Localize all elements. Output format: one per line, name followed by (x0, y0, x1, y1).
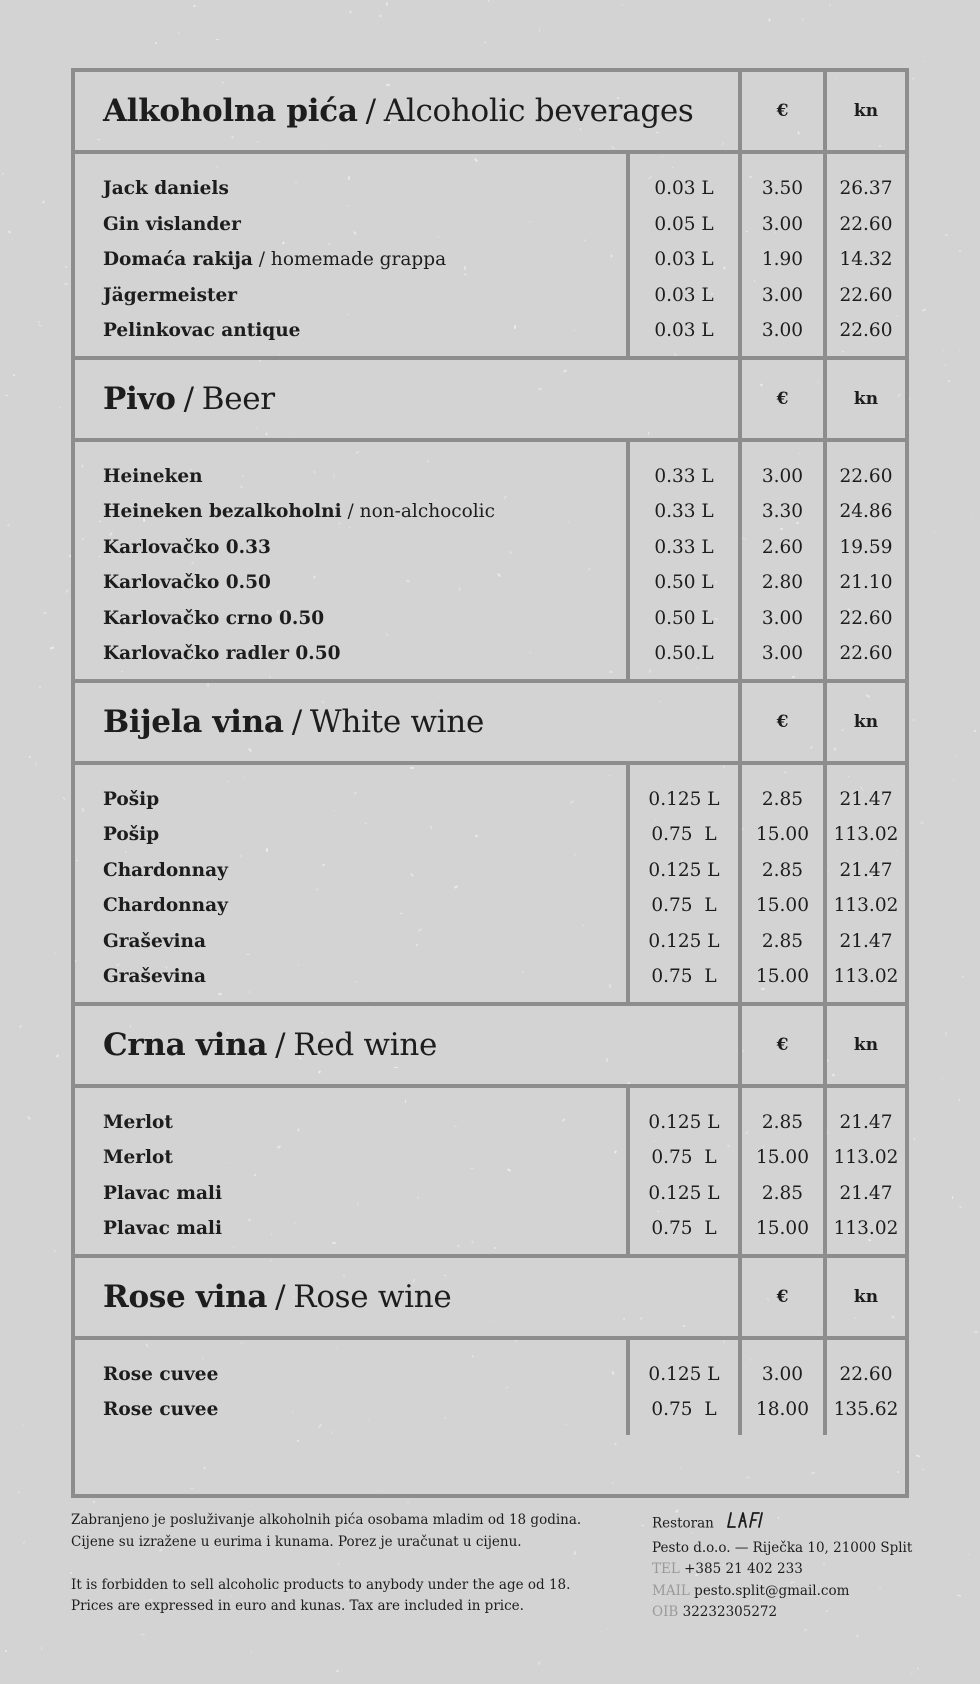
paper-speck (41, 1647, 43, 1650)
paper-speck (177, 31, 180, 34)
paper-speck (959, 1205, 963, 1208)
item-price-kuna: 21.10 (839, 572, 893, 593)
item-volume: 0.125 L (648, 930, 720, 952)
item-name-text: Karlovačko crno 0.50 (103, 607, 325, 629)
notice-en-prices: Prices are expressed in euro and kunas. Tax are included in price. (71, 1598, 524, 1614)
item-price-kuna: 21.47 (839, 859, 893, 881)
paper-speck (27, 1116, 31, 1120)
item-kuna-price-column (823, 442, 905, 679)
paper-speck (914, 1291, 915, 1292)
item-price-kuna: 22.60 (839, 284, 893, 306)
paper-speck (38, 324, 42, 327)
section-items (75, 442, 905, 683)
notice-hr-age: Zabranjeno je posluživanje alkoholnih pića osobama mladim od 18 godina. (71, 1512, 582, 1528)
item-price-kuna: 113.02 (833, 1147, 899, 1168)
paper-speck (43, 612, 47, 615)
item-name-text: Heineken bezalkoholni (103, 501, 342, 522)
item-volume: 0.03 L (654, 284, 714, 306)
item-name (103, 959, 626, 995)
item-name (103, 888, 626, 924)
paper-speck (65, 266, 67, 268)
item-name-text: Graševina (103, 966, 206, 987)
item-name-text: Graševina (103, 930, 206, 952)
item-price-euro: 15.00 (756, 895, 809, 916)
paper-speck (42, 200, 45, 204)
paper-speck (962, 975, 964, 977)
section-title (75, 1006, 738, 1084)
paper-speck (944, 364, 946, 366)
item-name (103, 313, 626, 349)
section-title-english: Rose wine (293, 1278, 452, 1315)
item-name (103, 1357, 626, 1393)
item-euro-price-column (738, 1340, 823, 1435)
paper-speck (934, 531, 935, 532)
item-volume: 0.33 L (654, 465, 714, 487)
paper-speck (63, 796, 66, 800)
paper-speck (957, 1595, 961, 1597)
item-name-text: Karlovačko 0.33 (103, 536, 271, 558)
item-price-kuna: 113.02 (833, 1218, 899, 1239)
item-name-column (75, 765, 626, 1002)
item-price-kuna: 22.60 (839, 643, 893, 664)
item-price-euro: 3.30 (761, 501, 804, 522)
item-price-euro: 15.00 (756, 1147, 809, 1168)
item-name-column (75, 442, 626, 679)
section-header (75, 72, 905, 154)
item-name-text: Rose cuvee (103, 1363, 219, 1385)
paper-speck (5, 1650, 8, 1653)
item-euro-price-column (738, 154, 823, 356)
item-name (103, 207, 626, 243)
paper-speck (155, 42, 158, 45)
paper-speck (916, 1454, 920, 1457)
paper-speck (600, 1631, 602, 1633)
section-header (75, 683, 905, 765)
paper-speck (959, 350, 960, 351)
phone-line (652, 1559, 932, 1581)
paper-speck (911, 1671, 913, 1673)
item-volume: 0.03 L (654, 178, 714, 199)
item-price-euro: 2.85 (761, 930, 804, 952)
section-items (75, 154, 905, 360)
section-title-english: White wine (309, 703, 485, 740)
item-euro-price-column (738, 1088, 823, 1254)
item-volume: 0.125 L (648, 1363, 720, 1385)
item-name (103, 1176, 626, 1212)
item-name (103, 601, 626, 637)
item-volume: 0.50 L (654, 572, 714, 593)
item-name-text: Karlovačko 0.50 (103, 572, 271, 593)
section-title-croatian: Crna vina (103, 1026, 268, 1063)
item-name (103, 853, 626, 889)
paper-speck (141, 1634, 145, 1635)
email-line (652, 1581, 932, 1603)
item-name (103, 242, 626, 278)
paper-speck (753, 1642, 754, 1643)
section-header (75, 1006, 905, 1088)
section-items (75, 1088, 905, 1258)
euro-column-header: € (738, 1006, 823, 1084)
item-name-column (75, 1088, 626, 1254)
item-volume: 0.03 L (654, 320, 714, 341)
item-name (103, 278, 626, 314)
item-name (103, 459, 626, 495)
item-price-euro: 3.00 (761, 284, 804, 306)
item-volume-column (626, 442, 738, 679)
title-separator: / (183, 380, 194, 417)
paper-speck (2, 173, 5, 176)
paper-speck (621, 63, 622, 64)
paper-speck (621, 4, 623, 6)
paper-speck (65, 589, 69, 593)
paper-speck (7, 523, 11, 526)
item-price-kuna: 26.37 (839, 178, 893, 199)
item-kuna-price-column (823, 1088, 905, 1254)
item-name-text: Merlot (103, 1111, 173, 1133)
paper-speck (914, 1138, 916, 1140)
section-title-english: Red wine (293, 1026, 438, 1063)
phone-label: TEL (652, 1561, 680, 1577)
company-address: Pesto d.o.o. — Riječka 10, 21000 Split (652, 1539, 913, 1556)
paper-speck (484, 41, 486, 43)
item-price-euro: 3.00 (761, 213, 804, 235)
paper-speck (5, 395, 8, 396)
paper-speck (59, 406, 61, 408)
paper-speck (216, 39, 219, 40)
restaurant-logo (726, 1510, 764, 1538)
paper-speck (487, 0, 489, 2)
paper-speck (56, 1054, 59, 1058)
item-price-kuna: 22.60 (839, 607, 893, 629)
oib-line (652, 1602, 932, 1624)
item-volume: 0.33 L (654, 501, 714, 522)
item-name-text: Plavac mali (103, 1182, 222, 1204)
paper-speck (50, 646, 54, 649)
drinks-menu-table (71, 68, 909, 1498)
item-volume: 0.75 L (651, 824, 717, 845)
item-name-text: Heineken (103, 465, 203, 487)
item-price-euro: 3.00 (761, 1363, 804, 1385)
item-price-kuna: 113.02 (833, 895, 899, 916)
paper-speck (974, 1331, 978, 1334)
legal-notice (71, 1510, 631, 1618)
paper-speck (93, 1501, 95, 1503)
paper-speck (641, 1525, 644, 1526)
item-volume: 0.05 L (654, 213, 714, 235)
paper-speck (917, 1667, 919, 1669)
paper-speck (607, 1628, 608, 1629)
title-separator: / (275, 1278, 286, 1315)
item-volume: 0.33 L (654, 536, 714, 558)
paper-speck (971, 516, 972, 517)
item-name-text: Pelinkovac antique (103, 320, 301, 341)
section-title-croatian: Rose vina (103, 1278, 268, 1315)
item-volume-column (626, 1088, 738, 1254)
item-name-text: Karlovačko radler 0.50 (103, 643, 341, 664)
paper-speck (912, 77, 914, 79)
paper-speck (945, 234, 948, 237)
item-price-euro: 3.50 (761, 178, 804, 199)
item-price-kuna: 21.47 (839, 1111, 893, 1133)
item-name (103, 636, 626, 672)
menu-section (75, 360, 905, 683)
item-name (103, 817, 626, 853)
paper-speck (300, 35, 301, 36)
item-volume: 0.125 L (648, 1111, 720, 1133)
item-volume: 0.75 L (651, 1218, 717, 1239)
item-name-text: Gin vislander (103, 213, 241, 235)
paper-speck (959, 250, 961, 252)
paper-speck (924, 60, 925, 62)
phone-number: +385 21 402 233 (684, 1561, 803, 1577)
paper-speck (583, 1674, 585, 1675)
item-price-kuna: 22.60 (839, 465, 893, 487)
section-title-croatian: Pivo (103, 380, 176, 417)
paper-speck (29, 756, 32, 759)
item-kuna-price-column (823, 1340, 905, 1435)
item-name-english: / homemade grappa (252, 249, 447, 270)
menu-section (75, 683, 905, 1006)
item-price-euro: 2.60 (761, 536, 804, 558)
menu-section (75, 1006, 905, 1258)
menu-section (75, 72, 905, 360)
item-name-text: Pošip (103, 788, 160, 810)
paper-speck (945, 1031, 946, 1035)
item-kuna-price-column (823, 765, 905, 1002)
paper-speck (193, 5, 196, 8)
item-name-text: Jägermeister (103, 284, 238, 306)
oib-number: 32232305272 (682, 1604, 778, 1620)
kuna-column-header: kn (823, 1258, 905, 1336)
item-price-euro: 2.85 (761, 859, 804, 881)
item-name-text: Merlot (103, 1147, 173, 1168)
item-euro-price-column (738, 442, 823, 679)
item-volume: 0.75 L (651, 895, 717, 916)
euro-column-header: € (738, 360, 823, 438)
item-name (103, 530, 626, 566)
paper-speck (920, 821, 924, 825)
menu-section (75, 1258, 905, 1435)
item-price-euro: 18.00 (756, 1399, 809, 1420)
item-price-kuna: 21.47 (839, 1182, 893, 1204)
item-price-kuna: 113.02 (833, 824, 899, 845)
item-price-euro: 15.00 (756, 824, 809, 845)
paper-speck (968, 1553, 970, 1555)
paper-speck (13, 374, 16, 377)
contact-info (652, 1510, 932, 1624)
item-volume: 0.03 L (654, 249, 714, 270)
section-title (75, 72, 738, 150)
item-price-euro: 3.00 (761, 465, 804, 487)
paper-speck (802, 18, 803, 20)
item-price-euro: 15.00 (756, 1218, 809, 1239)
paper-speck (38, 321, 41, 324)
paper-speck (856, 1634, 859, 1638)
paper-speck (8, 230, 12, 233)
paper-speck (829, 4, 832, 7)
item-volume: 0.125 L (648, 859, 720, 881)
section-title-croatian: Alkoholna pića (103, 93, 358, 129)
paper-speck (379, 15, 382, 17)
section-title-english: Beer (201, 380, 275, 417)
item-name-column (75, 154, 626, 356)
item-price-euro: 3.00 (761, 607, 804, 629)
section-items (75, 1340, 905, 1435)
item-name-text: Pošip (103, 824, 160, 845)
euro-column-header: € (738, 72, 823, 150)
paper-speck (18, 1491, 20, 1493)
paper-speck (952, 1196, 953, 1199)
paper-speck (538, 1661, 541, 1665)
item-price-euro: 15.00 (756, 966, 809, 987)
paper-speck (54, 1250, 56, 1252)
item-name-english: / non-alchocolic (341, 501, 495, 522)
paper-speck (804, 1629, 808, 1632)
item-price-kuna: 135.62 (833, 1399, 899, 1420)
item-price-kuna: 24.86 (839, 501, 893, 522)
restaurant-label: Restoran (652, 1515, 714, 1532)
item-volume-column (626, 154, 738, 356)
item-price-kuna: 21.47 (839, 788, 893, 810)
item-name (103, 494, 626, 530)
title-separator: / (291, 703, 302, 740)
item-volume-column (626, 1340, 738, 1435)
restaurant-line (652, 1510, 932, 1538)
item-price-kuna: 22.60 (839, 1363, 893, 1385)
paper-speck (22, 1424, 24, 1426)
paper-speck (768, 18, 771, 22)
item-volume: 0.75 L (651, 966, 717, 987)
item-price-kuna: 14.32 (839, 249, 893, 270)
section-title (75, 1258, 738, 1336)
paper-speck (942, 1078, 943, 1079)
item-name-text: Chardonnay (103, 859, 228, 881)
kuna-column-header: kn (823, 1006, 905, 1084)
notice-en-age: It is forbidden to sell alcoholic products to anybody under the age od 18. (71, 1576, 571, 1593)
section-title-english: Alcoholic beverages (383, 93, 694, 129)
paper-speck (385, 2, 389, 6)
paper-speck (955, 756, 956, 757)
item-price-euro: 2.85 (761, 1111, 804, 1133)
paper-speck (64, 283, 68, 286)
kuna-column-header: kn (823, 683, 905, 761)
email-label: MAIL (652, 1582, 690, 1599)
paper-speck (336, 1670, 339, 1673)
item-name (103, 565, 626, 601)
paper-speck (942, 349, 944, 351)
restaurant-logo-mark (726, 1510, 764, 1530)
item-name (103, 1211, 626, 1247)
item-price-euro: 2.80 (761, 572, 804, 593)
paper-speck (921, 1468, 925, 1471)
item-price-kuna: 21.47 (839, 930, 893, 952)
item-price-kuna: 113.02 (833, 966, 899, 987)
item-price-kuna: 22.60 (839, 213, 893, 235)
notice-hr-prices: Cijene su izražene u eurima i kunama. Porez je uračunat u cijenu. (71, 1533, 522, 1550)
item-euro-price-column (738, 765, 823, 1002)
paper-speck (35, 761, 37, 765)
paper-speck (39, 686, 41, 688)
paper-speck (922, 308, 926, 312)
paper-speck (948, 380, 951, 383)
item-volume: 0.50 L (654, 607, 714, 629)
section-header (75, 360, 905, 442)
title-separator: / (365, 93, 376, 129)
item-name-column (75, 1340, 626, 1435)
item-price-euro: 3.00 (761, 320, 804, 341)
title-separator: / (275, 1026, 286, 1063)
paper-speck (958, 1098, 960, 1101)
paper-speck (539, 29, 540, 32)
paper-speck (357, 8, 358, 9)
kuna-column-header: kn (823, 72, 905, 150)
section-header (75, 1258, 905, 1340)
item-name (103, 924, 626, 960)
item-name-text: Rose cuvee (103, 1399, 219, 1420)
item-price-euro: 2.85 (761, 1182, 804, 1204)
euro-column-header: € (738, 1258, 823, 1336)
email-address[interactable]: pesto.split@gmail.com (694, 1582, 850, 1599)
item-name (103, 171, 626, 207)
paper-speck (250, 1651, 251, 1653)
paper-speck (23, 1540, 26, 1544)
item-name (103, 782, 626, 818)
item-volume: 0.75 L (651, 1399, 717, 1420)
paper-speck (349, 10, 352, 14)
euro-column-header: € (738, 683, 823, 761)
paper-speck (54, 952, 56, 954)
oib-label: OIB (652, 1604, 679, 1620)
item-volume-column (626, 765, 738, 1002)
paper-speck (974, 730, 977, 733)
paper-speck (19, 1025, 22, 1028)
item-name-text: Plavac mali (103, 1218, 222, 1239)
item-volume: 0.50.L (654, 643, 714, 664)
item-name-text: Jack daniels (103, 178, 229, 199)
item-price-kuna: 22.60 (839, 320, 893, 341)
paper-speck (953, 779, 955, 781)
paper-speck (407, 1502, 408, 1504)
section-title-croatian: Bijela vina (103, 703, 284, 740)
item-name (103, 1105, 626, 1141)
kuna-column-header: kn (823, 360, 905, 438)
item-price-kuna: 19.59 (839, 536, 893, 558)
item-name (103, 1392, 626, 1428)
item-kuna-price-column (823, 154, 905, 356)
item-name-text: Chardonnay (103, 895, 228, 916)
item-price-euro: 3.00 (761, 643, 804, 664)
item-volume: 0.125 L (648, 788, 720, 810)
item-price-euro: 1.90 (761, 249, 804, 270)
section-title (75, 360, 738, 438)
item-volume: 0.125 L (648, 1182, 720, 1204)
section-title (75, 683, 738, 761)
item-price-euro: 2.85 (761, 788, 804, 810)
item-name (103, 1140, 626, 1176)
paper-speck (912, 719, 914, 720)
item-volume: 0.75 L (651, 1147, 717, 1168)
section-items (75, 765, 905, 1006)
item-name-text: Domaća rakija (103, 249, 253, 270)
